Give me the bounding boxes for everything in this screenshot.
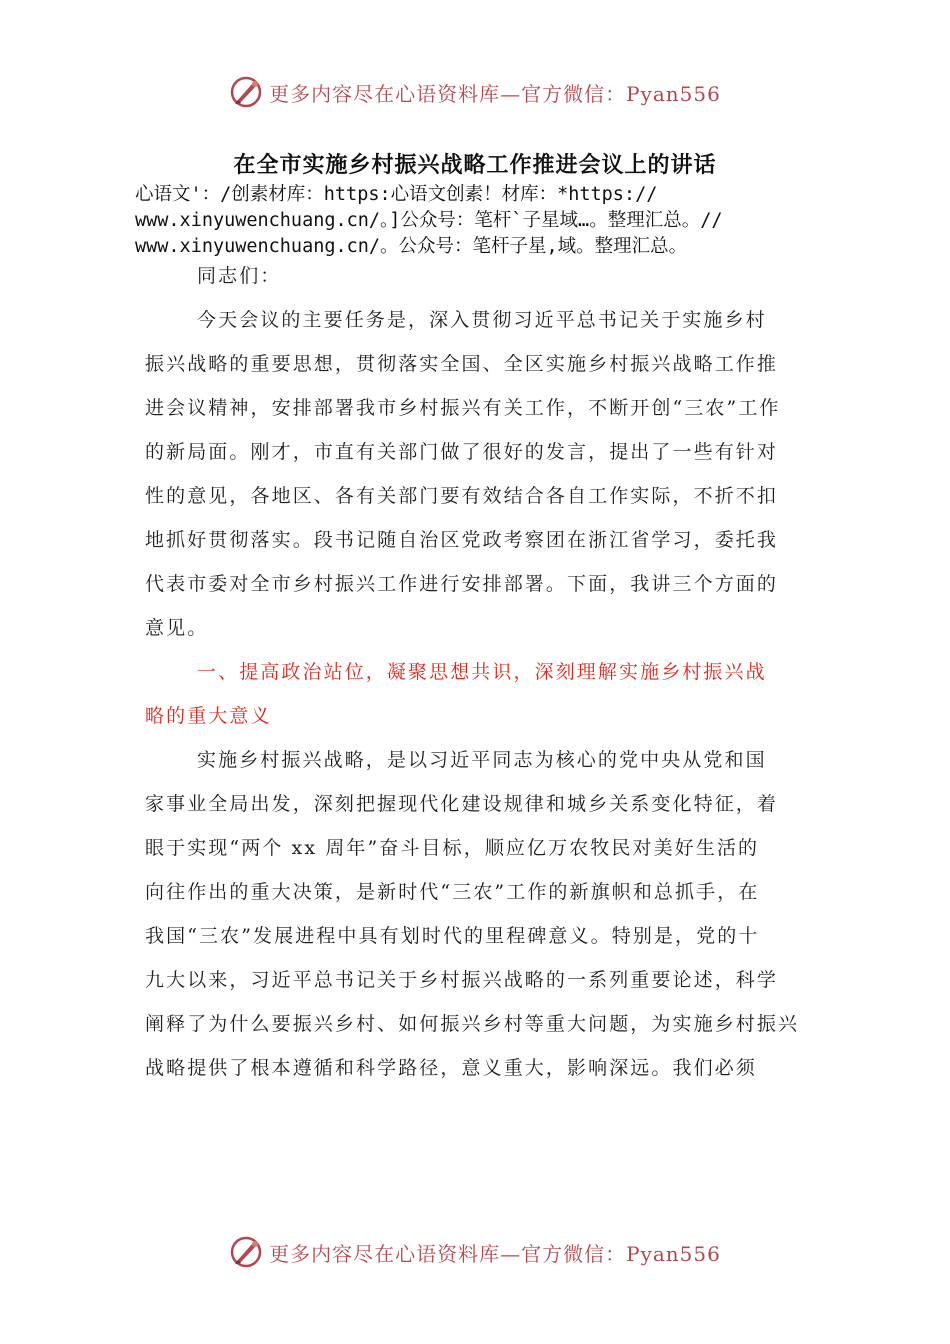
section-heading: 一、提高政治站位，凝聚思想共识，深刻理解实施乡村振兴战 xyxy=(197,661,767,683)
banner-text: 更多内容尽在心语资料库—官方微信：Pyan556 xyxy=(269,1241,721,1266)
banner-text: 更多内容尽在心语资料库—官方微信：Pyan556 xyxy=(269,81,721,106)
paragraph-line: 实施乡村振兴战略，是以习近平同志为核心的党中央从党和国 xyxy=(197,749,767,771)
paragraph-line: 眼于实现“两个 xx 周年”奋斗目标，顺应亿万农牧民对美好生活的 xyxy=(145,837,760,859)
page-title: 在全市实施乡村振兴战略工作推进会议上的讲话 xyxy=(233,152,717,178)
paragraph-line: 代表市委对全市乡村振兴工作进行安排部署。下面，我讲三个方面的 xyxy=(145,573,779,595)
meta-line: www.xinyuwenchuang.cn/。]公众号：笔杆`子星域…。整理汇总。// xyxy=(135,210,723,231)
paragraph-line: 阐释了为什么要振兴乡村、如何振兴乡村等重大问题，为实施乡村振兴 xyxy=(145,1013,800,1035)
paragraph-line: 性的意见，各地区、各有关部门要有效结合各自工作实际，不折不扣 xyxy=(145,485,779,507)
paragraph-line: 的新局面。刚才，市直有关部门做了很好的发言，提出了一些有针对 xyxy=(145,441,779,463)
greeting: 同志们： xyxy=(197,265,282,287)
paragraph-line: 今天会议的主要任务是，深入贯彻习近平总书记关于实施乡村 xyxy=(197,309,767,331)
pen-circle-logo-icon xyxy=(229,75,263,109)
document-body xyxy=(145,254,807,1090)
paragraph-line: 振兴战略的重要思想，贯彻落实全国、全区实施乡村振兴战略工作推 xyxy=(145,353,779,375)
pen-circle-logo-icon xyxy=(229,1235,263,1269)
paragraph-line: 向往作出的重大决策，是新时代“三农”工作的新旗帜和总抓手，在 xyxy=(145,881,760,903)
header-banner xyxy=(0,72,950,112)
meta-line: www.xinyuwenchuang.cn/。公众号：笔杆子星,域。整理汇总。 xyxy=(135,236,688,257)
footer-banner xyxy=(0,1232,950,1272)
paragraph-line: 地抓好贯彻落实。段书记随自治区党政考察团在浙江省学习，委托我 xyxy=(145,529,779,551)
paragraph-line: 我国“三农”发展进程中具有划时代的里程碑意义。特别是，党的十 xyxy=(145,925,760,947)
source-meta xyxy=(135,182,835,260)
meta-line: 心语文'：/创素材库：https:心语文创素！材库：*https:// xyxy=(135,184,658,205)
paragraph-line: 战略提供了根本遵循和科学路径，意义重大，影响深远。我们必须 xyxy=(145,1057,757,1079)
paragraph-line: 意见。 xyxy=(145,617,209,639)
paragraph-line: 进会议精神，安排部署我市乡村振兴有关工作，不断开创“三农”工作 xyxy=(145,397,781,419)
section-heading: 略的重大意义 xyxy=(145,705,272,727)
paragraph-line: 九大以来，习近平总书记关于乡村振兴战略的一系列重要论述，科学 xyxy=(145,969,779,991)
paragraph-line: 家事业全局出发，深刻把握现代化建设规律和城乡关系变化特征，着 xyxy=(145,793,779,815)
